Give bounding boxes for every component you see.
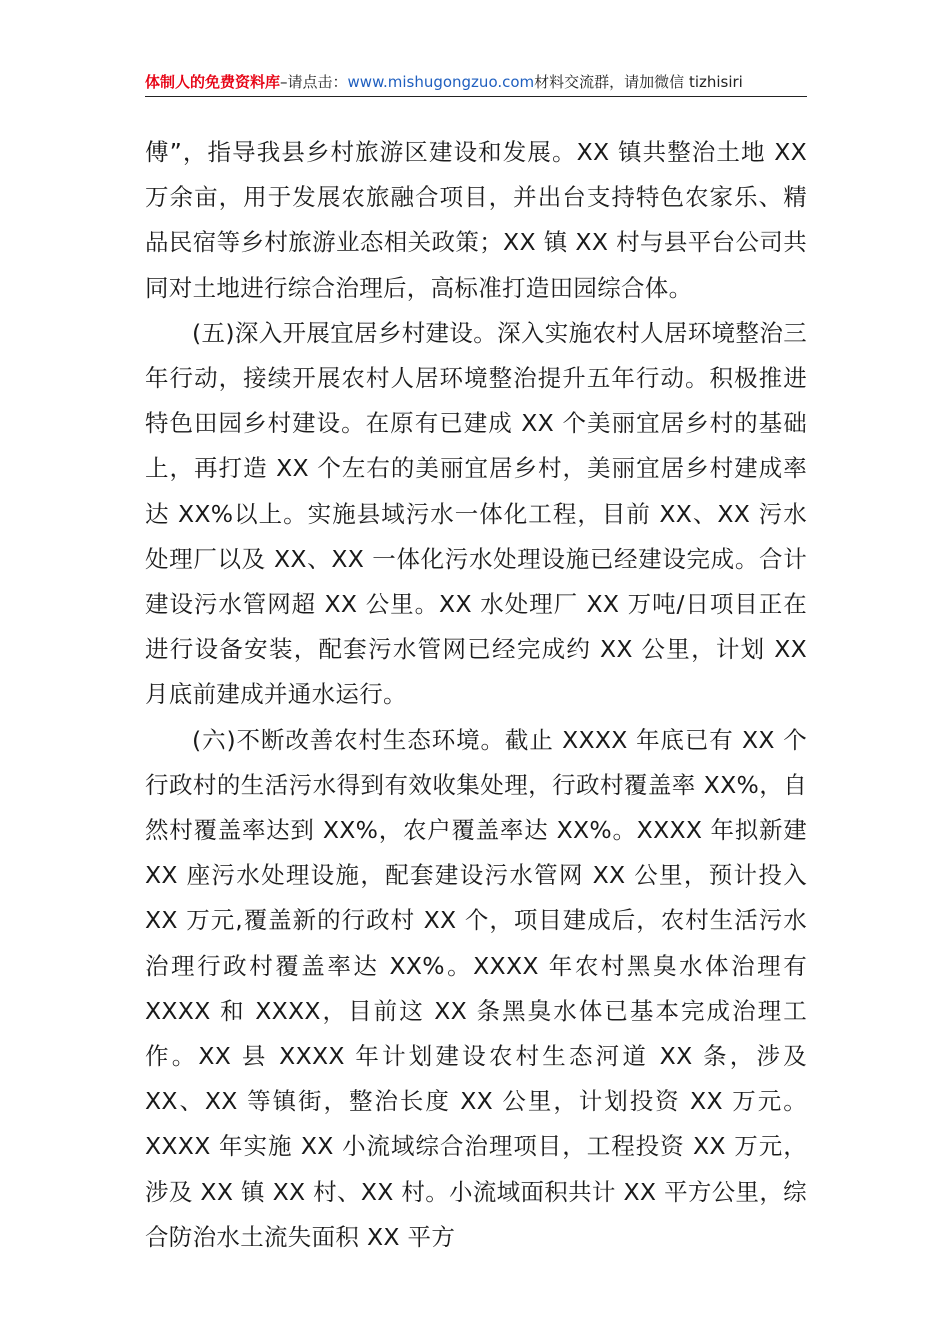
header-brand: 体制人的免费资料库 [145, 73, 281, 91]
paragraph-section-5: (五)深入开展宜居乡村建设。深入实施农村人居环境整治三年行动，接续开展农村人居环境整治提升五年行动。积极推进特色田园乡村建设。在原有已建成 XX 个美丽宜居乡村的基础上，再打造 XX 个左右的美丽宜居乡村，美丽宜居乡村建成率达 XX%以上。实施县域污水一体化工程，目前 XX、XX 污水处理厂以及 XX、XX 一体化污水处理设施已经建设完成。合计建设污水管网超 XX 公里。XX 水处理厂 XX 万吨/日项目正在进行设备安装，配套污水管网已经完成约 XX 公里，计划 XX 月底前建成并通水运行。 [145, 318, 807, 709]
document-body [145, 130, 807, 1260]
header-wechat-info: 材料交流群，请加微信 tizhisiri [534, 73, 743, 91]
header-url-link[interactable]: www.mishugongzuo.com [347, 73, 535, 91]
page-header [145, 68, 807, 97]
paragraph-continuation: 傅”，指导我县乡村旅游区建设和发展。XX 镇共整治土地 XX 万余亩，用于发展农旅融合项目，并出台支持特色农家乐、精品民宿等乡村旅游业态相关政策；XX 镇 XX 村与县平台公司共同对土地进行综合治理后，高标准打造田园综合体。 [145, 138, 807, 302]
header-prompt: –请点击： [280, 73, 348, 91]
paragraph-section-6: (六)不断改善农村生态环境。截止 XXXX 年底已有 XX 个行政村的生活污水得到有效收集处理，行政村覆盖率 XX%，自然村覆盖率达到 XX%，农户覆盖率达 XX%。XXXX 年拟新建 XX 座污水处理设施，配套建设污水管网 XX 公里，预计投入 XX 万元,覆盖新的行政村 XX 个，项目建成后，农村生活污水治理行政村覆盖率达 XX%。XXXX 年农村黑臭水体治理有 XXXX 和 XXXX，目前这 XX 条黑臭水体已基本完成治理工作。XX 县 XXXX 年计划建设农村生态河道 XX 条，涉及 XX、XX 等镇街，整治长度 XX 公里，计划投资 XX 万元。XXXX 年实施 XX 小流域综合治理项目，工程投资 XX 万元，涉及 XX 镇 XX 村、XX 村。小流域面积共计 XX 平方公里，综合防治水土流失面积 XX 平方 [145, 725, 807, 1251]
